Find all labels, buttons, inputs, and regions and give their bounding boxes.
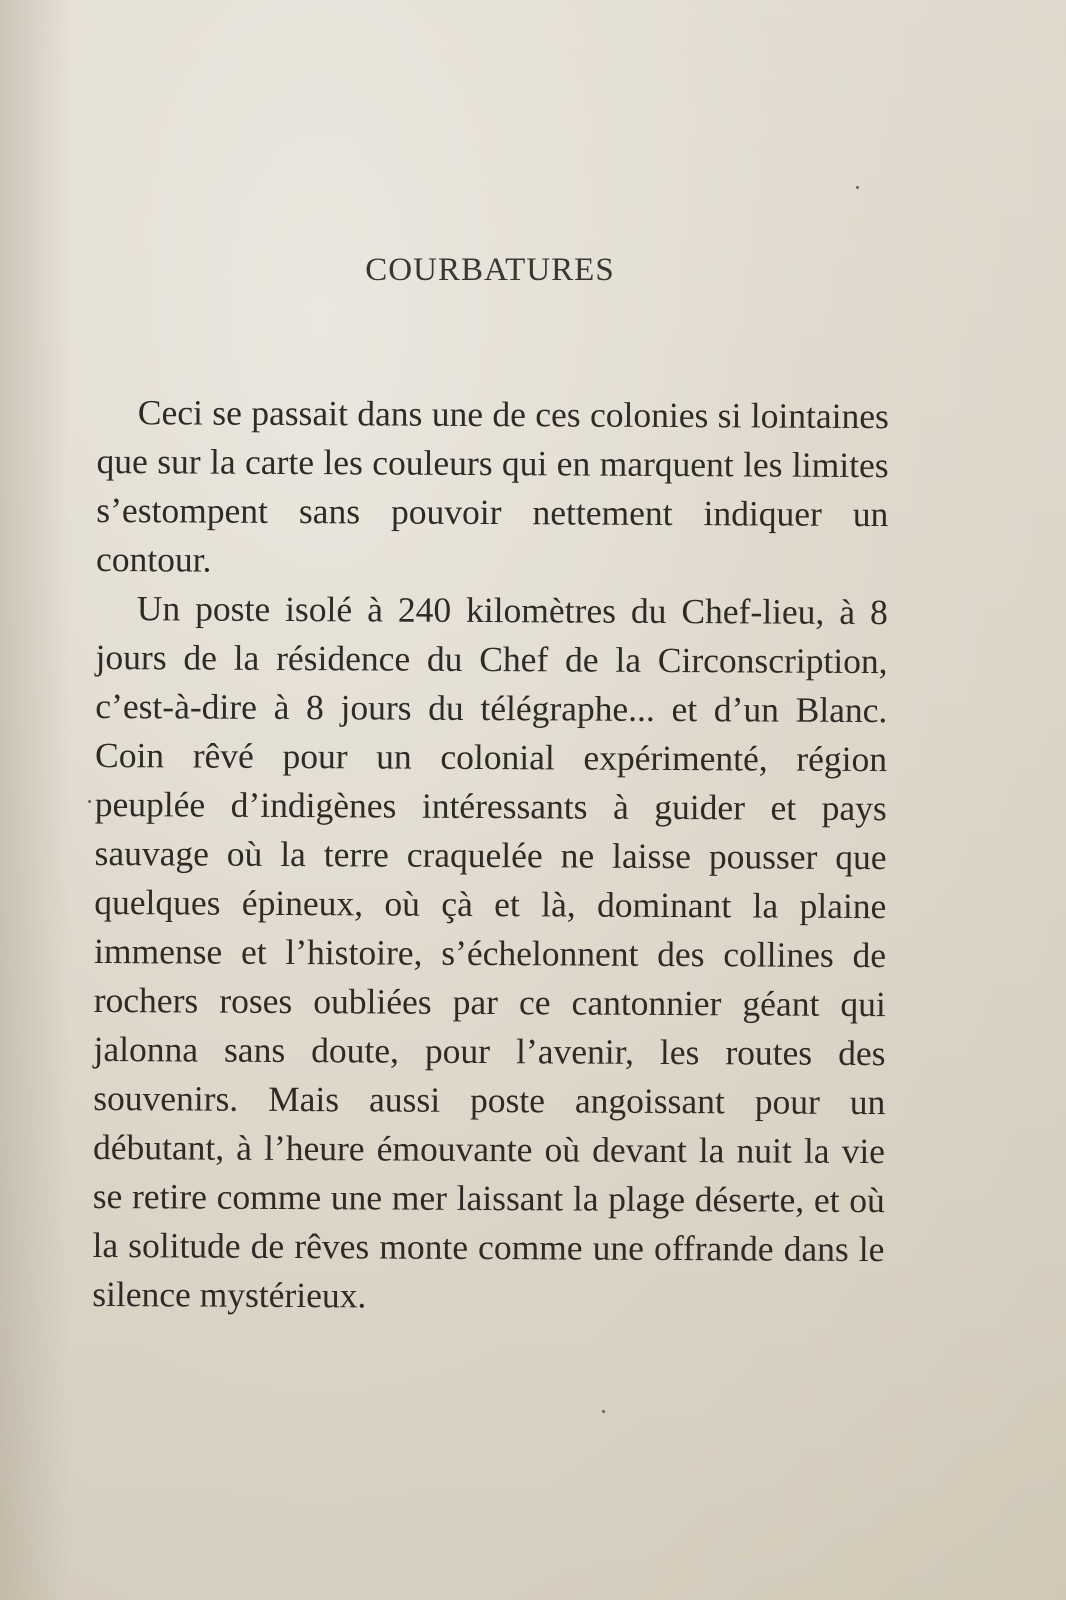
paper-speck: [602, 1410, 605, 1413]
paragraph: Ceci se passait dans une de ces colonies si lointaines que sur la carte les couleurs qui en marquent les limites s’estompent sans pouvoir nettement indiquer un contour.: [95, 392, 889, 580]
chapter-title: COURBATURES: [365, 252, 615, 288]
paper-speck: [856, 186, 859, 189]
body-text: [92, 388, 889, 1323]
paragraph: Un poste isolé à 240 kilomètres du Chef-lieu, à 8 jours de la résidence du Chef de la Circonscription, c’est-à-dire à 8 jours du télégraphe... et d’un Blanc. Coin rêvé pour un colonial expérimenté, région peuplée d’indigènes intéressants à guider et pays sauvage où la terre craquelée ne laisse pousser que quelques épineux, où çà et là, dominant la plaine immense et l’histoire, s’échelonnent des collines de rochers roses oubliées par ce cantonnier géant qui jalonna sans doute, pour l’avenir, les routes des souvenirs. Mais aussi poste angoissant pour un débutant, à l’heure émouvante où devant la nuit la vie se retire comme une mer laissant la plage déserte, et où la solitude de rêves monte comme une offrande dans le silence mystérieux.: [92, 588, 888, 1316]
paper-speck: [88, 800, 91, 803]
